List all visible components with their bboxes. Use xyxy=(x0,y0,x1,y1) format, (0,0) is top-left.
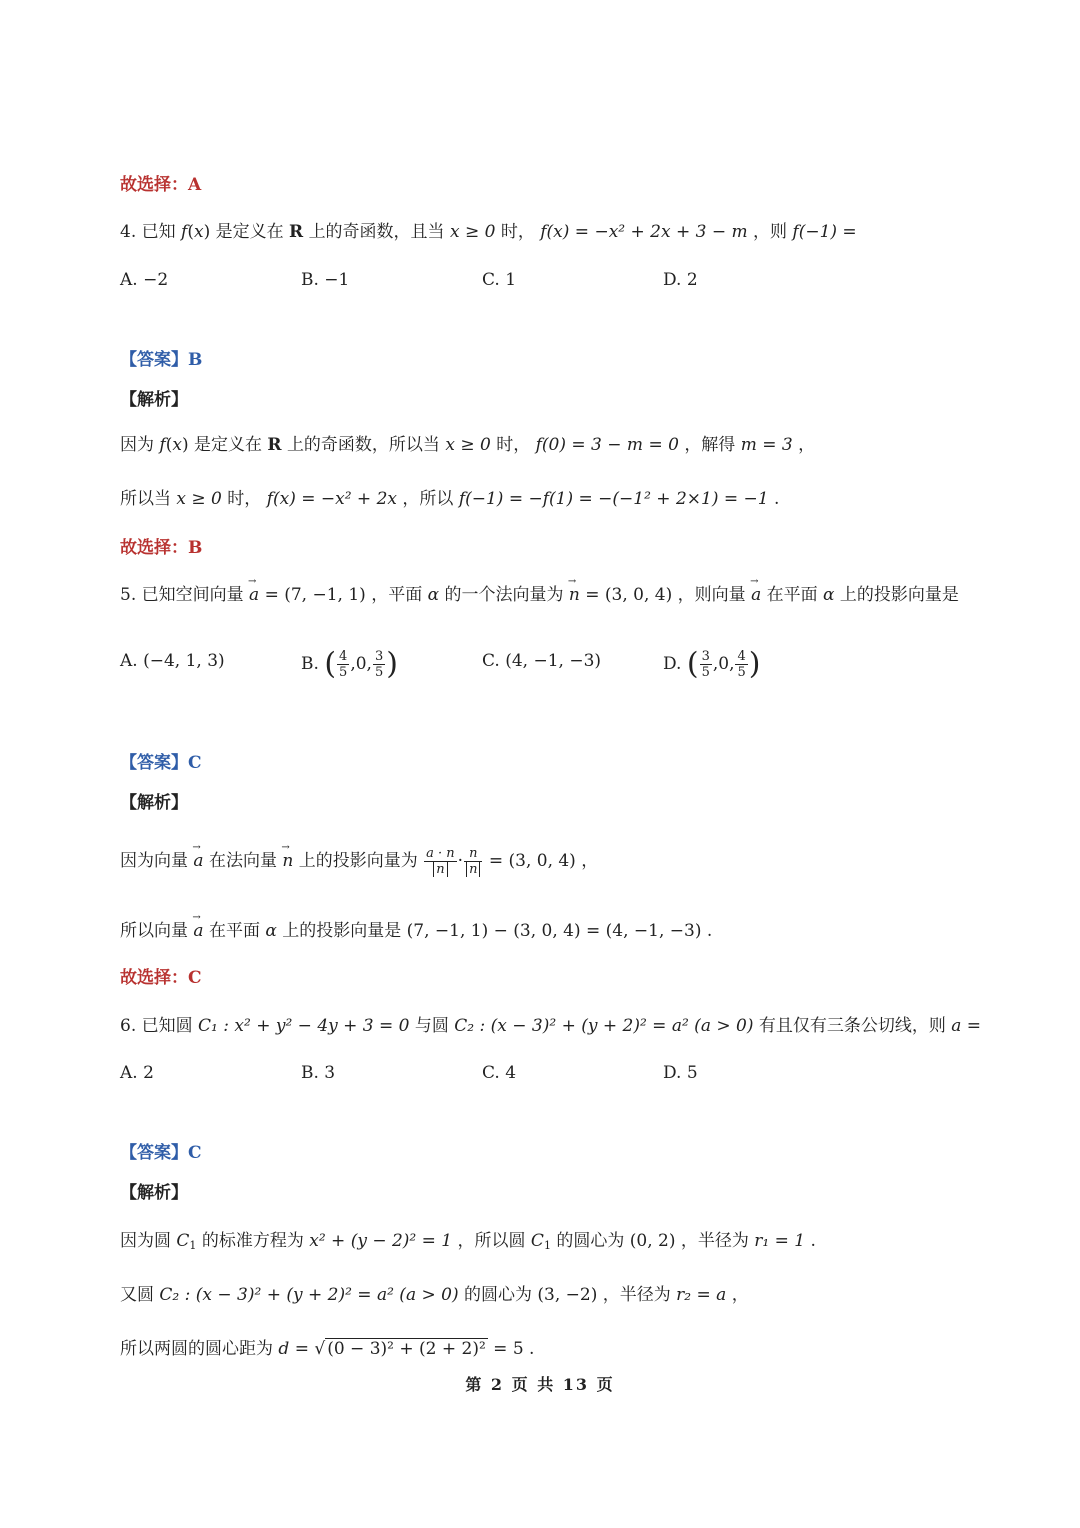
q4-option-d: D. 2 xyxy=(663,270,698,290)
q5-choice: 故选择：C xyxy=(120,968,202,988)
q4-analysis-heading: 【解析】 xyxy=(120,390,188,410)
q5-option-d: D. ( $\frac{3}{5}$ ,0, $\frac{4}{5}$ ) xyxy=(663,646,761,682)
q5-option-a: A. (−4, 1, 3) xyxy=(120,651,225,671)
q4-answer: 【答案】B xyxy=(120,350,203,370)
q5-analysis-line1: 因为向量 → a 在法向量 → n 上的投影向量为 $\frac{a \cdot n}{n}$ · $\frac{n}{n}$ = (3, 0, 4) ， xyxy=(120,846,598,877)
q6-analysis-line1: 因为圆 $C_1$ 的标准方程为 x² + (y − 2)² = 1 ，所以圆 $C_1$ 的圆心为 (0, 2) ，半径为 r₁ = 1 . xyxy=(120,1231,816,1252)
q4-stem: 4. 已知 f(x) 是定义在 R 上的奇函数，且当 x ≥ 0 时， f(x) = −x² + 2x + 3 − m ，则 f(−1) = xyxy=(120,222,857,242)
page-footer: 第 2 页 共 13 页 xyxy=(465,1375,615,1394)
q6-option-b: B. 3 xyxy=(301,1063,336,1083)
q6-answer: 【答案】C xyxy=(120,1143,202,1163)
q5-option-b: B. ( $\frac{4}{5}$ ,0, $\frac{3}{5}$ ) xyxy=(301,646,398,682)
q4-analysis-line1: 因为 f(x) 是定义在 R 上的奇函数，所以当 x ≥ 0 时， f(0) = 3 − m = 0 ，解得 m = 3 ， xyxy=(120,435,816,455)
q4-analysis-line2: 所以当 x ≥ 0 时， f(x) = −x² + 2x ，所以 f(−1) = −f(1) = −(−1² + 2×1) = −1 . xyxy=(120,489,780,509)
q6-option-c: C. 4 xyxy=(482,1063,517,1083)
q6-analysis-line2: 又圆 C₂ : (x − 3)² + (y + 2)² = a² (a > 0) 的圆心为 (3, −2) ，半径为 r₂ = a ， xyxy=(120,1285,749,1305)
q4-choice: 故选择：B xyxy=(120,538,203,558)
q5-analysis-line2: 所以向量 → a 在平面 α 上的投影向量是 (7, −1, 1) − (3, 0, 4) = (4, −1, −3) . xyxy=(120,919,712,943)
q4-option-a: A. −2 xyxy=(120,270,169,290)
q5-analysis-heading: 【解析】 xyxy=(120,793,188,813)
q3-choice: 故选择：A xyxy=(120,175,202,195)
q4-option-b: B. −1 xyxy=(301,270,350,290)
q6-analysis-heading: 【解析】 xyxy=(120,1183,188,1203)
q6-option-a: A. 2 xyxy=(120,1063,154,1083)
q5-stem: 5. 已知空间向量 → a = (7, −1, 1) ，平面 α 的一个法向量为 → n = (3, 0, 4) ，则向量 → a 在平面 α 上的投影向量是 xyxy=(120,583,959,607)
q5-answer: 【答案】C xyxy=(120,753,202,773)
q5-option-c: C. (4, −1, −3) xyxy=(482,651,602,671)
q6-stem: 6. 已知圆 C₁ : x² + y² − 4y + 3 = 0 与圆 C₂ : (x − 3)² + (y + 2)² = a² (a > 0) 有且仅有三条公切线，则 a = xyxy=(120,1016,982,1036)
q4-option-c: C. 1 xyxy=(482,270,517,290)
q6-analysis-line3: 所以两圆的圆心距为 d = √ (0 − 3)² + (2 + 2)² = 5 . xyxy=(120,1339,535,1359)
q6-option-d: D. 5 xyxy=(663,1063,698,1083)
